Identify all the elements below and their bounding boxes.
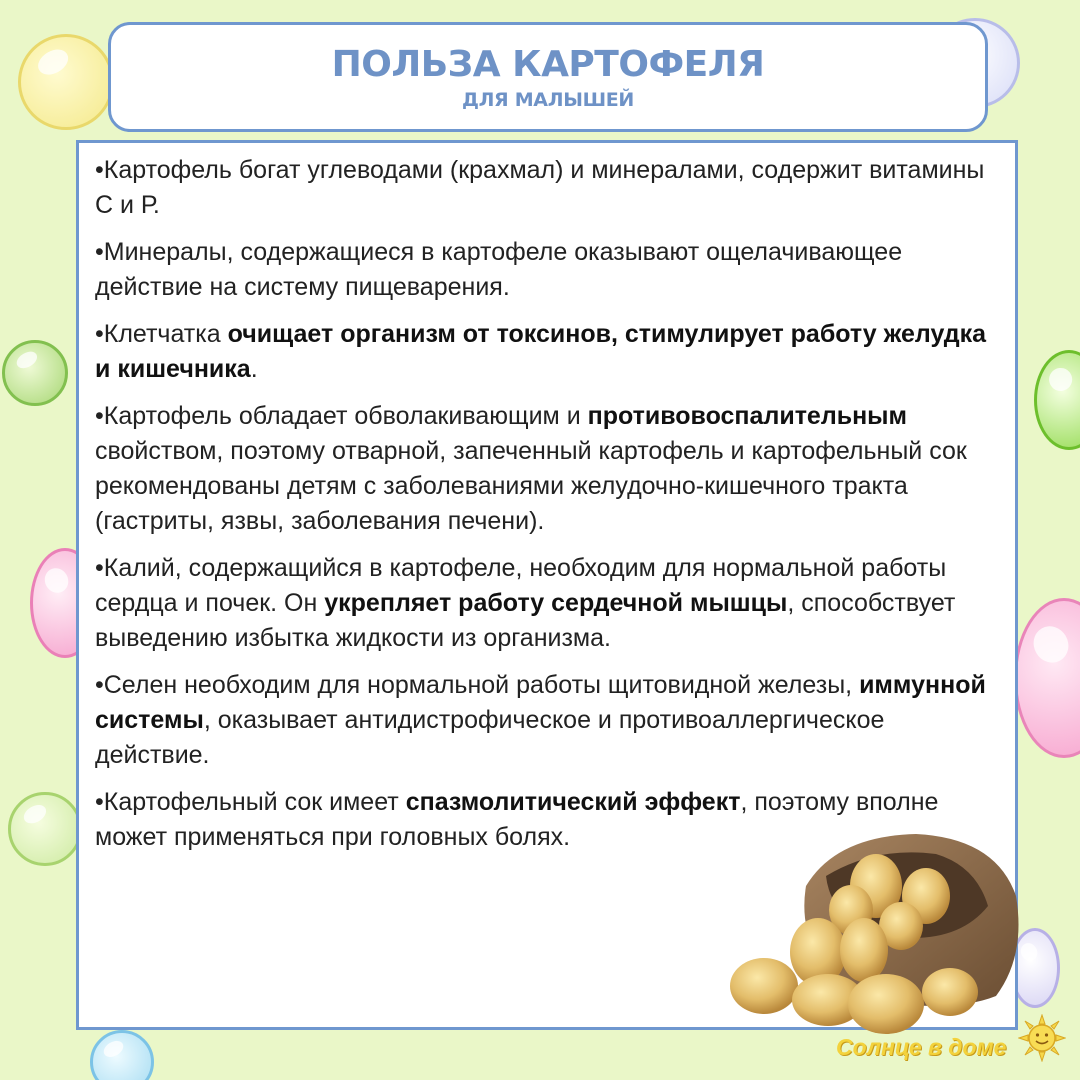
bubble-decoration xyxy=(90,1030,154,1080)
bold-text: укрепляет работу сердечной мышцы xyxy=(324,589,788,617)
bubble-decoration xyxy=(1034,350,1080,450)
content-text xyxy=(95,153,995,867)
paragraph xyxy=(95,235,995,305)
sun-logo-icon xyxy=(1018,1014,1066,1062)
text: . xyxy=(250,355,258,383)
text: , оказывает антидистрофическое и противоаллергическое действие. xyxy=(95,706,885,769)
bold-text: очищает организм от токсинов, стимулирует работу желудка и кишечника xyxy=(95,320,987,383)
bubble-decoration xyxy=(18,34,114,130)
page-subtitle: ДЛЯ МАЛЫШЕЙ xyxy=(461,89,635,111)
bubble-decoration xyxy=(2,340,68,406)
brand-logo-text: Солнце в доме xyxy=(836,1034,1007,1060)
title-banner xyxy=(108,22,988,132)
text: , способствует выведению избытка жидкости из организма. xyxy=(95,589,956,652)
text: свойством, поэтому отварной, запеченный картофель и картофельный сок рекомендованы детям с заболеваниями желудочно-кишечного тракта (гастриты, язвы, заболевания печени). xyxy=(95,437,967,535)
paragraph xyxy=(95,399,995,539)
text: , поэтому вполне может применяться при головных болях. xyxy=(95,788,939,851)
text: •Картофельный сок имеет xyxy=(95,788,406,816)
text: •Клетчатка xyxy=(95,320,228,348)
paragraph xyxy=(95,153,995,223)
text: •Калий, содержащийся в картофеле, необходим для нормальной работы сердца и почек. Он xyxy=(95,554,947,617)
bubble-decoration xyxy=(1014,598,1080,758)
paragraph xyxy=(95,668,995,773)
text: •Картофель обладает обволакивающим и xyxy=(95,402,588,430)
paragraph xyxy=(95,317,995,387)
bubble-decoration xyxy=(8,792,82,866)
paragraph xyxy=(95,551,995,656)
bold-text: спазмолитический эффект xyxy=(405,788,741,816)
bold-text: иммунной системы xyxy=(95,671,986,734)
text: •Селен необходим для нормальной работы щитовидной железы, xyxy=(95,671,860,699)
text: •Минералы, содержащиеся в картофеле оказывают ощелачивающее действие на систему пищеварения. xyxy=(95,238,903,301)
bold-text: противовоспалительным xyxy=(587,402,908,430)
text: •Картофель богат углеводами (крахмал) и минералами, содержит витамины С и Р. xyxy=(95,156,985,219)
sack-of-potatoes-illustration xyxy=(726,826,1026,1046)
page-title: ПОЛЬЗА КАРТОФЕЛЯ xyxy=(331,44,765,85)
